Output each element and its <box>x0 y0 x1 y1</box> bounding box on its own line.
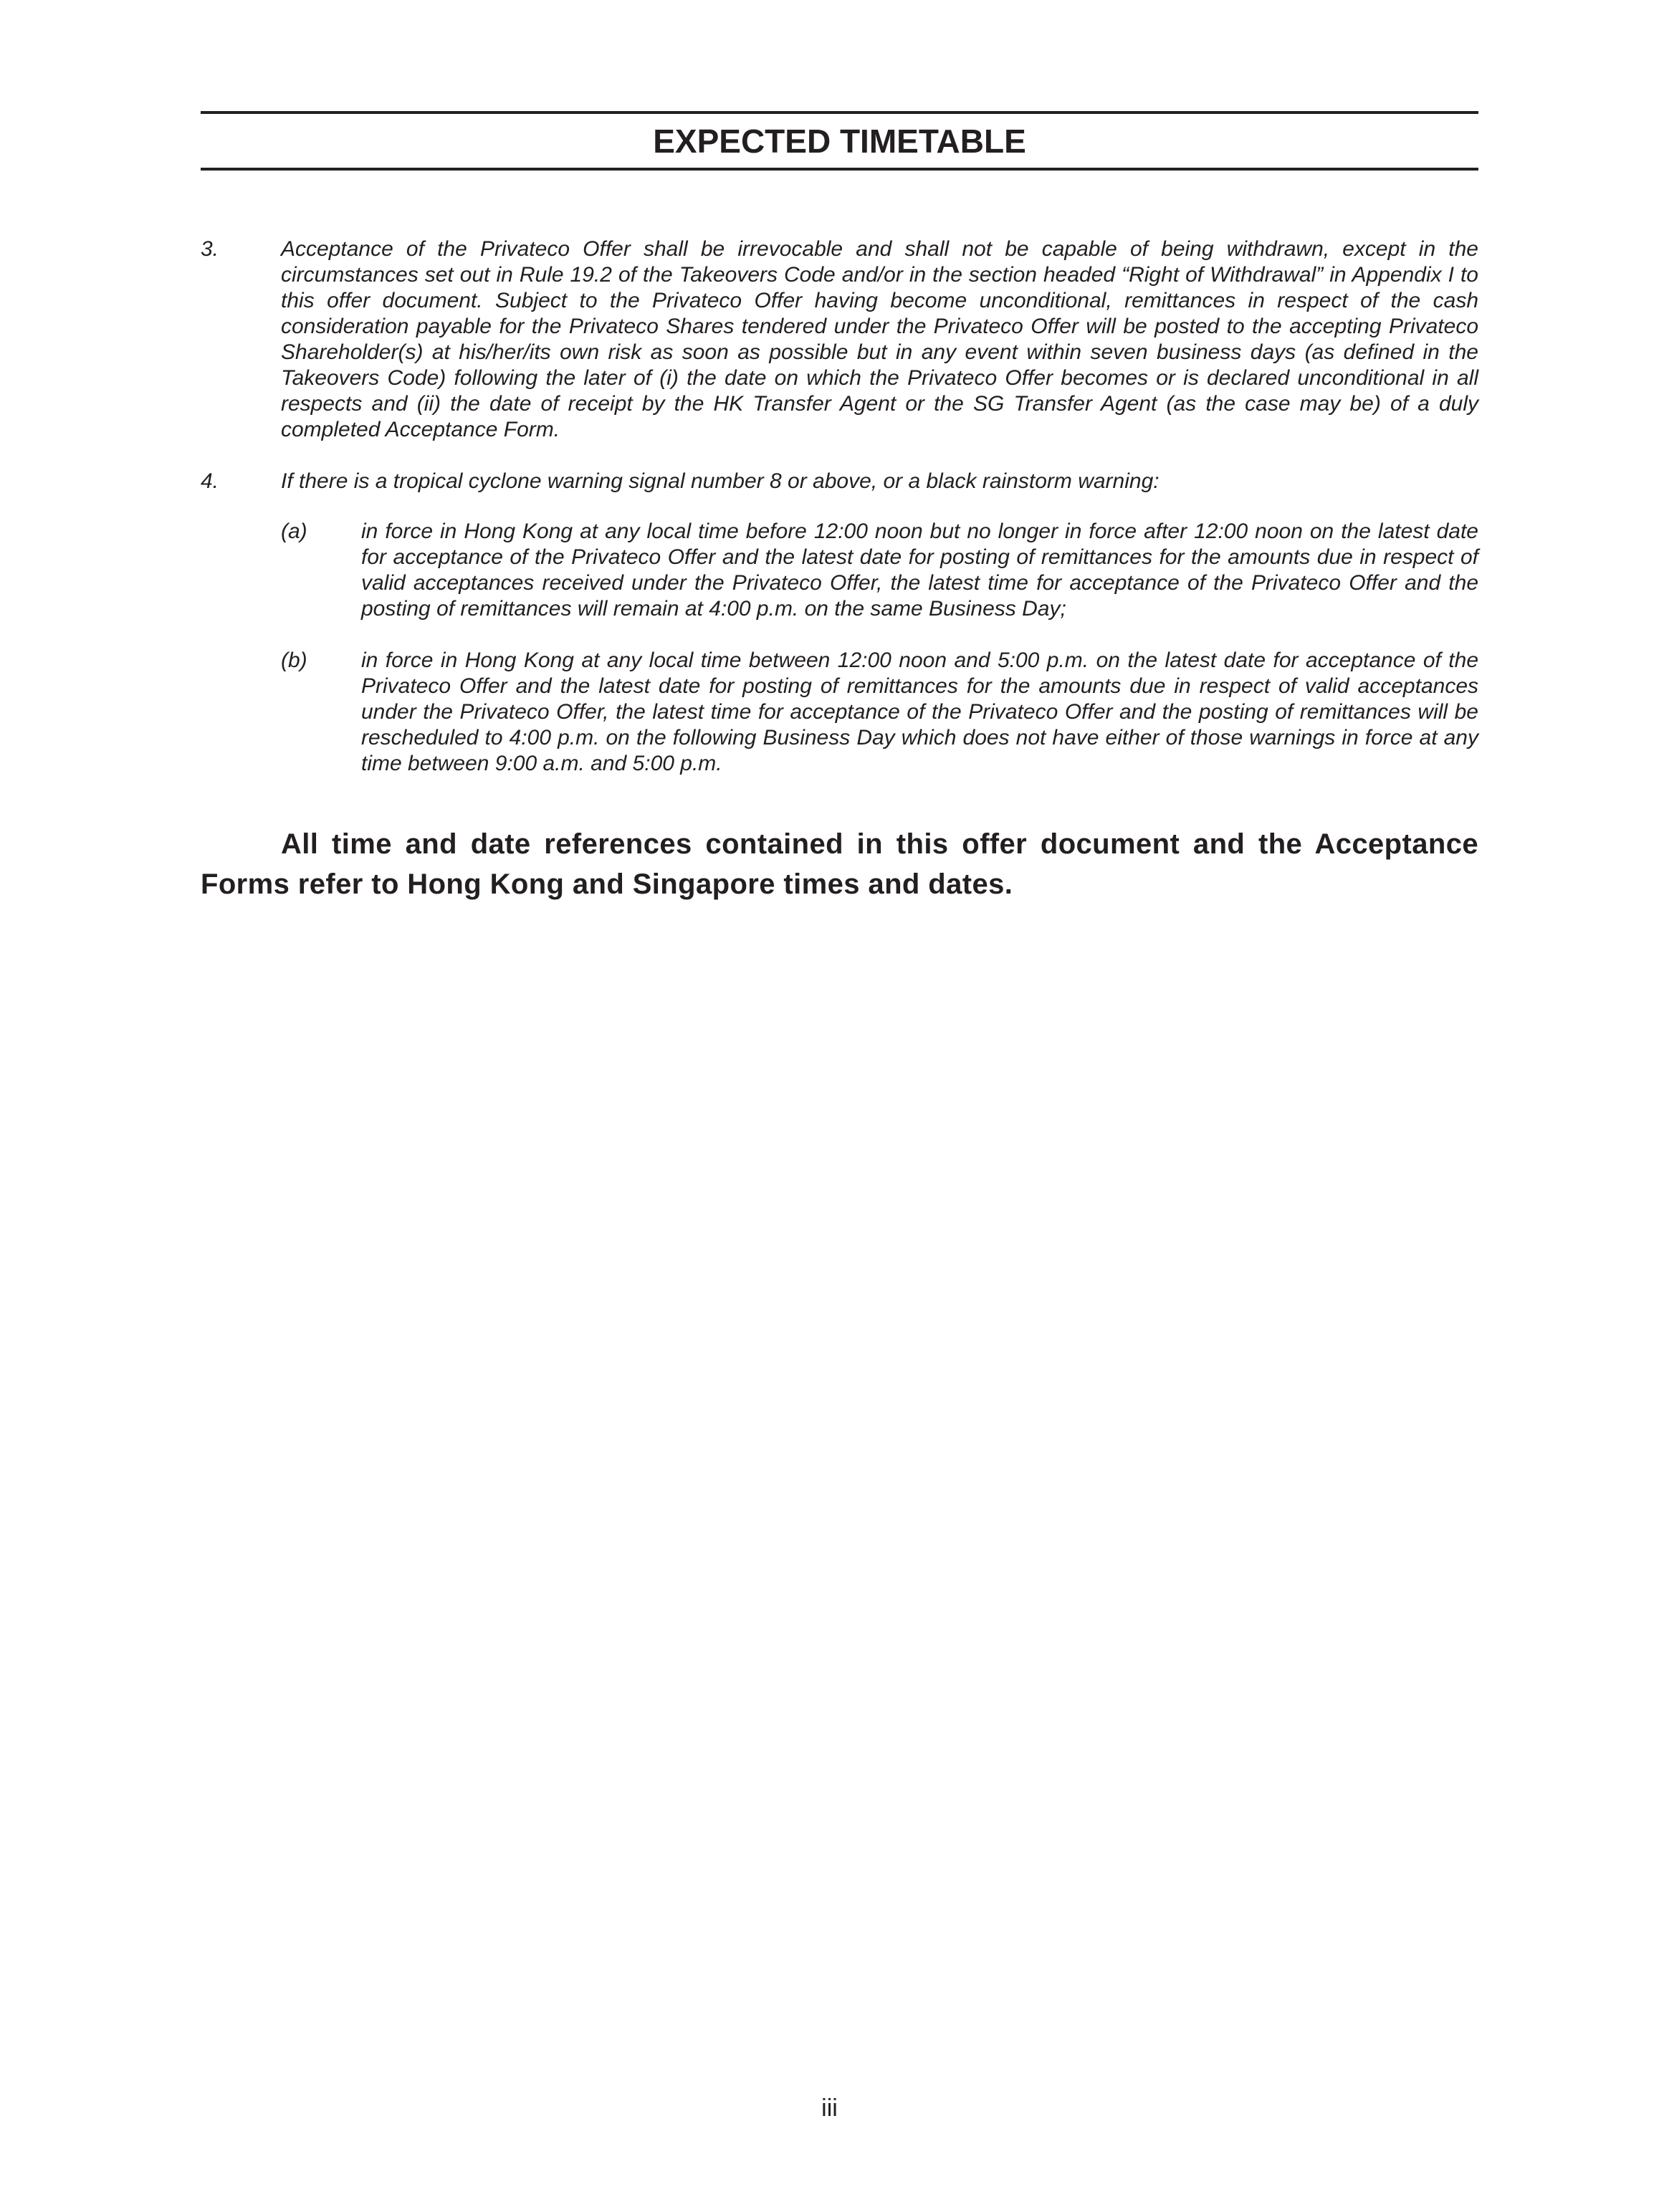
notes-section <box>201 236 1478 777</box>
note-number: 4. <box>201 469 219 493</box>
item-text: in force in Hong Kong at any local time between 12:00 noon and 5:00 p.m. on the latest date for acceptance of the Privateco Offer and the latest date for posting of remittances for the amounts due in respect of valid acceptances under the Privateco Offer, the latest time for acceptance of the Privateco Offer and the posting of remittances will be rescheduled to 4:00 p.m. on the following Business Day which does not have either of those warnings in force at any time between 9:00 a.m. and 5:00 p.m. <box>361 648 1478 775</box>
page-title: EXPECTED TIMETABLE <box>653 123 1026 160</box>
note-4 <box>201 469 1478 494</box>
header-bottom-rule <box>201 168 1478 171</box>
note-4-item-a <box>201 519 1478 622</box>
note-text: If there is a tropical cyclone warning signal number 8 or above, or a black rainstorm warning: <box>281 469 1160 493</box>
page-number: iii <box>821 2094 838 2122</box>
closing-statement: All time and date references contained in this offer document and the Acceptance Forms refer to Hong Kong and Singapore times and dates. <box>201 828 1478 900</box>
note-number: 3. <box>201 237 219 261</box>
item-text: in force in Hong Kong at any local time before 12:00 noon but no longer in force after 12:00 noon on the latest date for acceptance of the Privateco Offer and the latest date for posting of remittances for the amounts due in respect of valid acceptances received under the Privateco Offer, the latest time for acceptance of the Privateco Offer and the posting of remittances will remain at 4:00 p.m. on the same Business Day; <box>361 520 1478 621</box>
note-4-item-b <box>201 648 1478 777</box>
item-label: (a) <box>281 520 307 543</box>
header-top-rule <box>201 111 1478 114</box>
item-label: (b) <box>281 648 307 672</box>
note-3 <box>201 236 1478 443</box>
note-text: Acceptance of the Privateco Offer shall be irrevocable and shall not be capable of being withdrawn, except in the circumstances set out in Rule 19.2 of the Takeovers Code and/or in the section headed “Right of Withdrawal” in Appendix I to this offer document. Subject to the Privateco Offer having become unconditional, remittances in respect of the cash consideration payable for the Privateco Shares tendered under the Privateco Offer will be posted to the accepting Privateco Shareholder(s) at his/her/its own risk as soon as possible but in any event within seven business days (as defined in the Takeovers Code) following the later of (i) the date on which the Privateco Offer becomes or is declared unconditional in all respects and (ii) the date of receipt by the HK Transfer Agent or the SG Transfer Agent (as the case may be) of a duly completed Acceptance Form. <box>281 237 1478 441</box>
